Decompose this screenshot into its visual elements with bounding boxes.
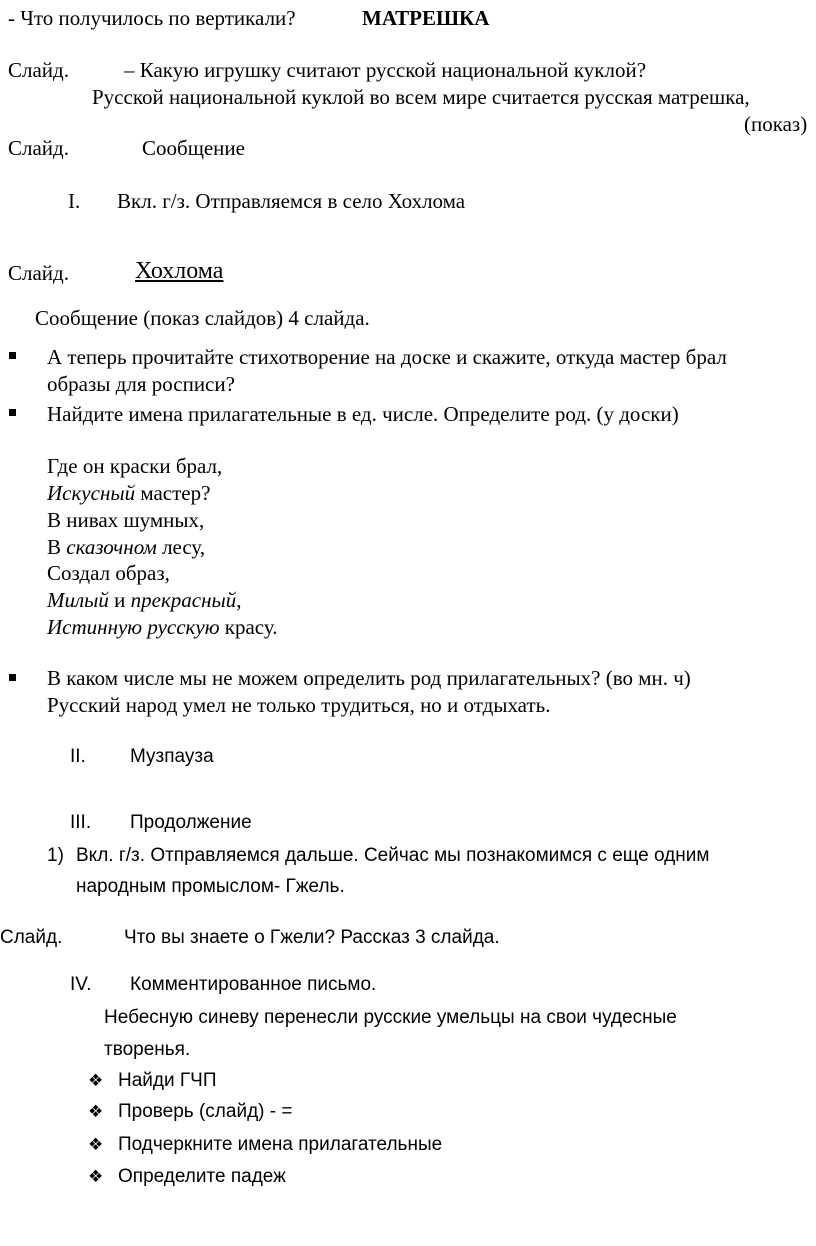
poem-italic-word: прекрасный <box>130 588 237 612</box>
slide-message: Сообщение <box>142 136 245 160</box>
section-text: Музпауза <box>130 746 214 767</box>
bullet-line: Русский народ умел не только трудиться, но и отдыхать. <box>47 693 551 717</box>
list-item-line: народным промыслом- Гжель. <box>76 876 345 897</box>
header-question: - Что получилось по вертикали? <box>8 6 296 30</box>
square-bullet-icon <box>9 352 16 359</box>
paragraph-line: творенья. <box>104 1039 191 1060</box>
poem-text: и <box>108 588 131 612</box>
poem-text: красу. <box>219 615 278 639</box>
slide-label: Слайд. <box>8 261 69 285</box>
square-bullet-icon <box>9 409 16 416</box>
poem-text: лесу, <box>156 535 206 559</box>
square-bullet-icon <box>9 674 16 681</box>
section-text: Комментированное письмо. <box>130 974 377 995</box>
list-item-line: Вкл. г/з. Отправляемся дальше. Сейчас мы познакомимся с еще одним <box>76 845 710 866</box>
list-number: 1) <box>47 845 64 866</box>
poem-line <box>47 590 241 611</box>
task-item: Проверь (слайд) - = <box>118 1101 293 1122</box>
section-text: Вкл. г/з. Отправляемся в село Хохлома <box>117 189 466 213</box>
bullet-line: В каком числе мы не можем определить род прилагательных? (во мн. ч) <box>47 666 691 690</box>
paragraph-line: Небесную синеву перенесли русские умельцы на свои чудесные <box>104 1007 677 1028</box>
message-line: Сообщение (показ слайдов) 4 слайда. <box>35 306 370 330</box>
slide-title: Хохлома <box>135 258 224 284</box>
bullet-line: А теперь прочитайте стихотворение на доске и скажите, откуда мастер брал <box>47 345 727 369</box>
section-numeral: IV. <box>70 974 92 995</box>
poem-line: Создал образ, <box>47 561 170 585</box>
four-diamond-bullet-icon: ❖ <box>88 1071 104 1091</box>
poem-line <box>47 483 210 504</box>
task-item: Определите падеж <box>118 1166 286 1187</box>
poem-line: Где он краски брал, <box>47 454 223 478</box>
four-diamond-bullet-icon: ❖ <box>88 1167 104 1187</box>
poem-italic-word: сказочном <box>66 535 157 559</box>
poem-italic-word: Истинную русскую <box>47 615 220 639</box>
slide-answer-show: (показ) <box>744 112 808 136</box>
slide-question: – Какую игрушку считают русской национальной куклой? <box>124 58 647 82</box>
task-item: Найди ГЧП <box>118 1070 217 1091</box>
section-numeral: I. <box>68 189 81 213</box>
bullet-line: Найдите имена прилагательные в ед. числе. Определите род. (у доски) <box>47 402 679 426</box>
poem-text: мастер? <box>135 481 211 505</box>
slide-question: Что вы знаете о Гжели? Рассказ 3 слайда. <box>124 927 500 948</box>
poem-line <box>47 617 277 638</box>
header-answer: МАТРЕШКА <box>362 6 490 30</box>
poem-italic-word: Милый <box>47 588 109 612</box>
slide-answer-line: Русской национальной куклой во всем мире считается русская матрешка, <box>92 85 750 109</box>
bullet-line: образы для росписи? <box>47 372 235 396</box>
poem-line: В нивах шумных, <box>47 508 205 532</box>
four-diamond-bullet-icon: ❖ <box>88 1102 104 1122</box>
task-item: Подчеркните имена прилагательные <box>118 1134 443 1155</box>
poem-line <box>47 537 205 558</box>
section-numeral: III. <box>70 812 92 833</box>
slide-label: Слайд. <box>8 58 69 82</box>
section-numeral: II. <box>70 746 86 767</box>
section-text: Продолжение <box>130 812 252 833</box>
four-diamond-bullet-icon: ❖ <box>88 1135 104 1155</box>
poem-italic-word: Искусный <box>47 481 136 505</box>
slide-label: Слайд. <box>0 927 63 948</box>
poem-text: , <box>236 588 242 612</box>
poem-text: В <box>47 535 67 559</box>
slide-label: Слайд. <box>8 136 69 160</box>
